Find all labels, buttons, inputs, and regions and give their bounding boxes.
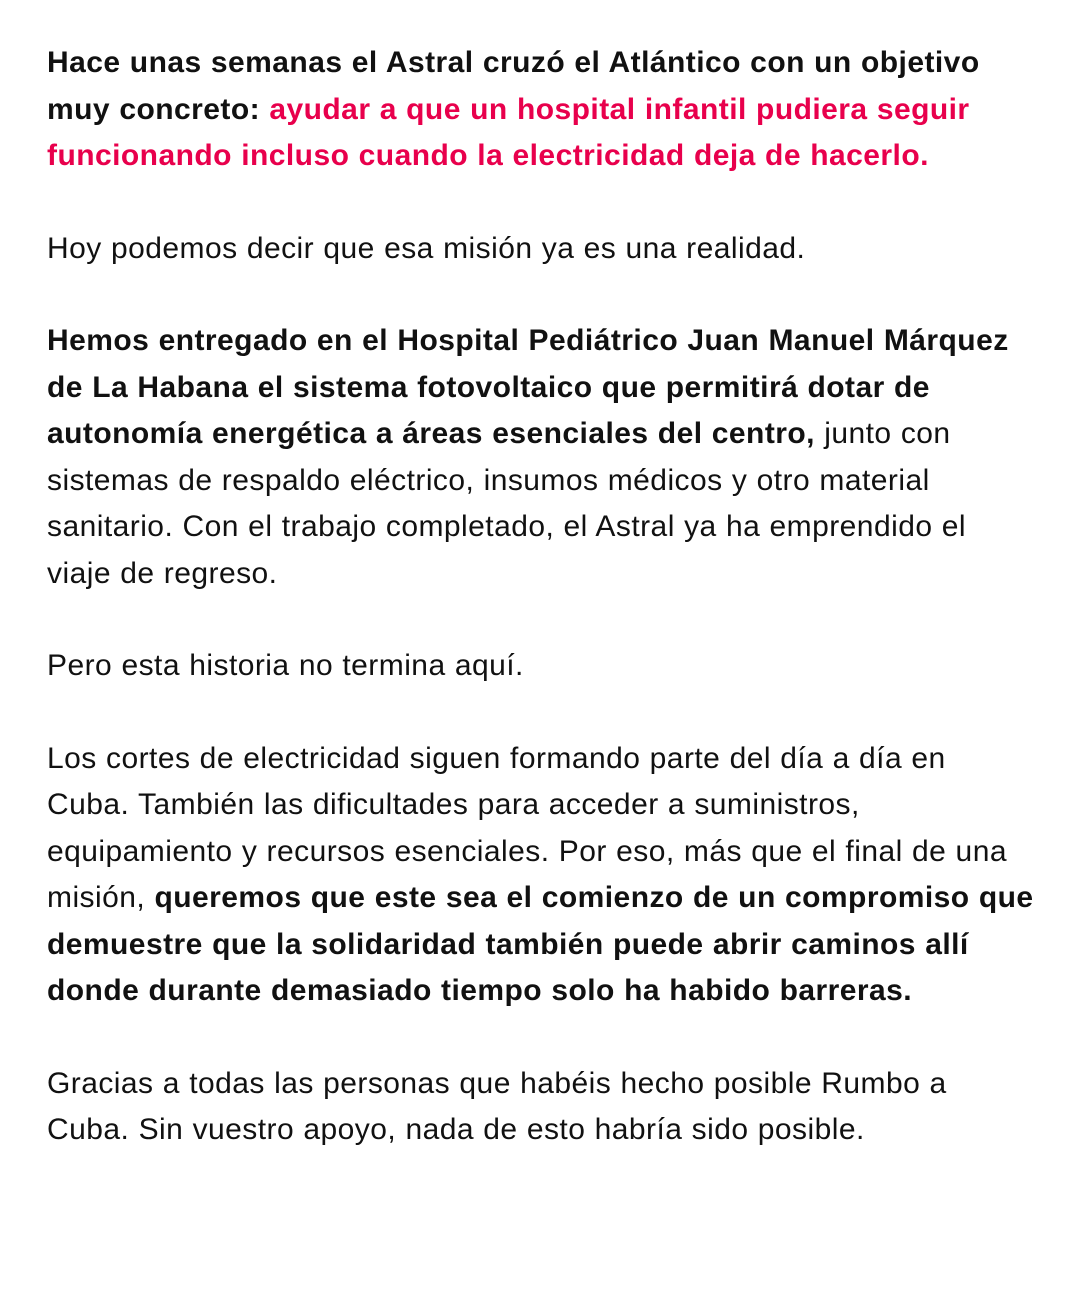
paragraph-commitment	[47, 736, 1037, 1015]
commitment-bold-text: queremos que este sea el comienzo de un compromiso que demuestre que la solidaridad también puede abrir caminos allí donde durante demasiado tiempo solo ha habido barreras.	[47, 881, 1034, 1007]
story-continues-text: Pero esta historia no termina aquí.	[47, 649, 524, 682]
paragraph-story-continues	[47, 643, 1037, 690]
article-body	[47, 40, 1037, 1154]
delivery-text: junto con sistemas de respaldo eléctrico, insumos médicos y otro material sanitario. Con el trabajo completado, el Astral ya ha emprendido el viaje de regreso.	[47, 417, 966, 590]
commitment-text: Los cortes de electricidad siguen formando parte del día a día en Cuba. También las dificultades para acceder a suministros, equipamiento y recursos esenciales. Por eso, más que el final de una misión,	[47, 741, 1007, 914]
delivery-bold-text: Hemos entregado en el Hospital Pediátrico Juan Manuel Márquez de La Habana el sistema fotovoltaico que permitirá dotar de autonomía energética a áreas esenciales del centro,	[47, 324, 1009, 450]
thanks-text: Gracias a todas las personas que habéis hecho posible Rumbo a Cuba. Sin vuestro apoyo, nada de esto habría sido posible.	[47, 1066, 947, 1146]
paragraph-intro	[47, 40, 1037, 180]
paragraph-mission-reality	[47, 226, 1037, 273]
mission-reality-text: Hoy podemos decir que esa misión ya es una realidad.	[47, 231, 806, 265]
paragraph-delivery	[47, 318, 1037, 597]
intro-bold-text: Hace unas semanas el Astral cruzó el Atlántico con un objetivo muy concreto:	[47, 46, 980, 126]
paragraph-thanks	[47, 1061, 1037, 1154]
intro-highlight-text: ayudar a que un hospital infantil pudiera seguir funcionando incluso cuando la electricidad deja de hacerlo.	[47, 92, 970, 172]
